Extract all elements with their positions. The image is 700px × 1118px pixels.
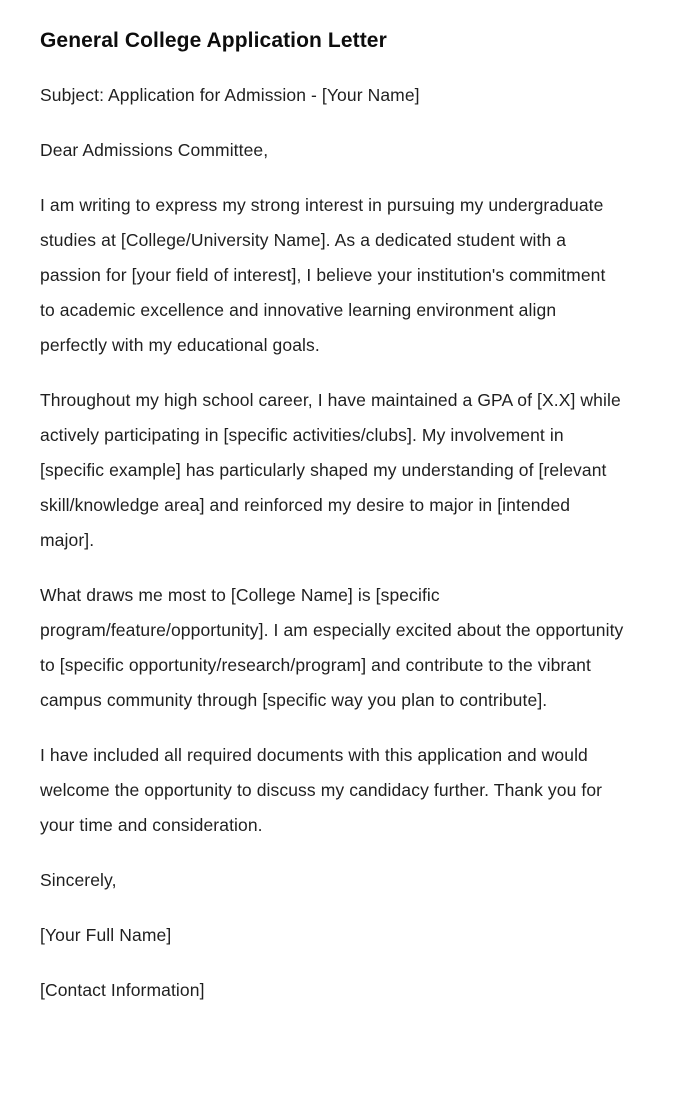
paragraph-conclusion: I have included all required documents with this application and would welcome the opportunity to discuss my candidacy further. Thank you for your time and consideration. [40, 745, 603, 835]
page-title: General College Application Letter [40, 29, 387, 52]
letter-content [40, 28, 625, 1008]
closing-salutation: Sincerely, [40, 870, 117, 890]
paragraph-academics: Throughout my high school career, I have maintained a GPA of [X.X] while actively participating in [specific activities/clubs]. My involvement in [specific example] has particularly shaped my understanding of [relevant skill/knowledge area] and reinforced my desire to major in [intended major]. [40, 390, 621, 550]
subject-line: Subject: Application for Admission - [Your Name] [40, 85, 420, 105]
salutation: Dear Admissions Committee, [40, 140, 269, 160]
paragraph-college-fit: What draws me most to [College Name] is [specific program/feature/opportunity]. I am especially excited about the opportunity to [specific opportunity/research/program] and contribute to the vibrant campus community through [specific way you plan to contribute]. [40, 585, 624, 710]
paragraph-interest: I am writing to express my strong interest in pursuing my undergraduate studies at [College/University Name]. As a dedicated student with a passion for [your field of interest], I believe your institution's commitment to academic excellence and innovative learning environment align perfectly with my educational goals. [40, 195, 606, 355]
signature-name: [Your Full Name] [40, 925, 172, 945]
signature-contact: [Contact Information] [40, 980, 205, 1000]
